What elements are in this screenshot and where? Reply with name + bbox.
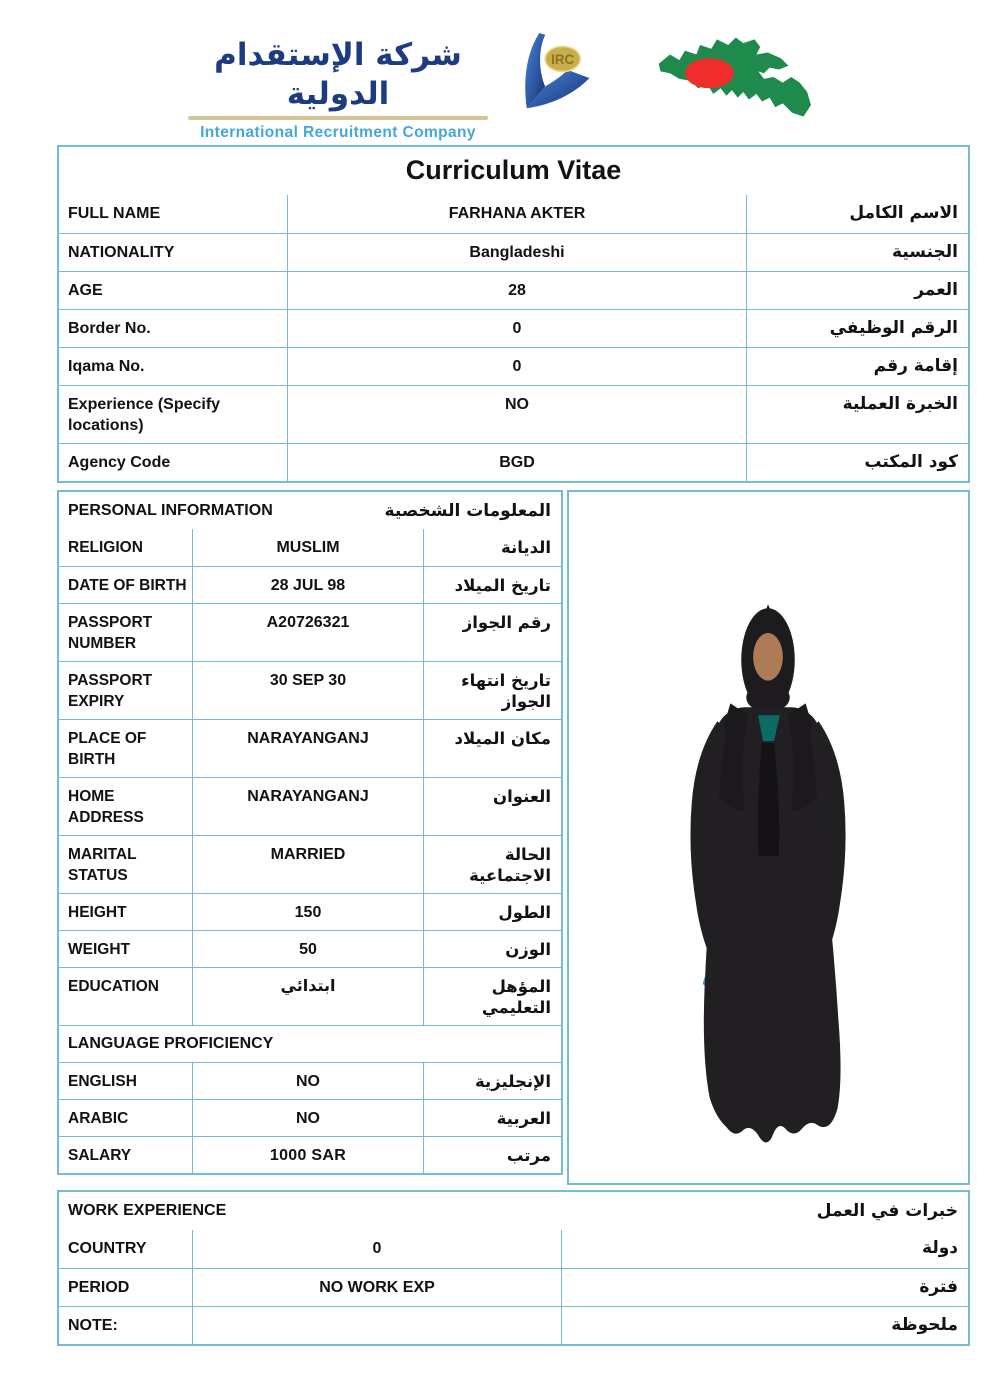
field-value: Bangladeshi bbox=[287, 234, 747, 271]
section-title-en: WORK EXPERIENCE bbox=[68, 1202, 227, 1219]
field-label-arabic: فترة bbox=[919, 1277, 958, 1297]
field-label: Experience (Specify locations) bbox=[68, 396, 221, 434]
table-row bbox=[59, 1062, 561, 1099]
table-row bbox=[59, 1268, 968, 1306]
field-label: MARITAL STATUS bbox=[68, 846, 137, 884]
field-label: NOTE: bbox=[68, 1317, 118, 1334]
personal-info-header bbox=[59, 492, 561, 529]
field-value: 1000 SAR bbox=[192, 1137, 424, 1173]
section-title-ar: المعلومات الشخصية bbox=[384, 500, 551, 521]
table-row bbox=[59, 893, 561, 930]
field-value: NO WORK EXP bbox=[192, 1269, 562, 1306]
table-row bbox=[59, 385, 968, 443]
field-value: BGD bbox=[287, 444, 747, 481]
field-label-arabic: الرقم الوظيفي bbox=[829, 318, 958, 338]
field-label-arabic: الطول bbox=[498, 903, 551, 922]
table-row bbox=[59, 566, 561, 603]
field-label-arabic: العربية bbox=[496, 1109, 551, 1128]
table-row bbox=[59, 1025, 561, 1062]
section-title-ar: خبرات في العمل bbox=[816, 1201, 958, 1221]
field-value: ابتدائي bbox=[192, 968, 424, 1025]
company-logo bbox=[186, 36, 490, 142]
field-value: NARAYANGANJ bbox=[192, 778, 424, 835]
field-value bbox=[192, 1307, 562, 1344]
field-value: 28 bbox=[287, 272, 747, 309]
field-value: MARRIED bbox=[192, 836, 424, 893]
work-experience-table bbox=[57, 1190, 970, 1346]
field-label: EDUCATION bbox=[68, 978, 159, 995]
field-value: NO bbox=[287, 386, 747, 443]
applicant-silhouette bbox=[569, 492, 968, 1183]
field-label-arabic: الجنسية bbox=[892, 242, 958, 262]
field-value: 30 SEP 30 bbox=[192, 662, 424, 719]
field-label: PASSPORT NUMBER bbox=[68, 614, 153, 652]
table-row bbox=[59, 719, 561, 777]
field-label: Border No. bbox=[68, 320, 151, 337]
field-label-arabic: رقم الجواز bbox=[462, 613, 551, 632]
field-value: 150 bbox=[192, 894, 424, 930]
table-row bbox=[59, 835, 561, 893]
table-row bbox=[59, 661, 561, 719]
table-row bbox=[59, 1306, 968, 1344]
field-value: 50 bbox=[192, 931, 424, 967]
field-label: PERIOD bbox=[68, 1279, 130, 1296]
field-label-arabic: دولة bbox=[922, 1238, 958, 1258]
field-label: WEIGHT bbox=[68, 941, 130, 958]
field-label: HOME ADDRESS bbox=[68, 788, 144, 826]
field-label: DATE OF BIRTH bbox=[68, 577, 187, 594]
field-label-arabic: الاسم الكامل bbox=[849, 203, 958, 223]
field-label-arabic: الإنجليزية bbox=[475, 1072, 551, 1091]
field-label-arabic: الديانة bbox=[501, 538, 551, 557]
personal-info-table bbox=[57, 490, 563, 1175]
page-title: Curriculum Vitae bbox=[405, 155, 622, 185]
irc-monogram: IRC bbox=[551, 51, 575, 67]
field-label-arabic: العمر bbox=[914, 280, 958, 300]
field-label: ENGLISH bbox=[68, 1073, 137, 1090]
field-value: FARHANA AKTER bbox=[287, 195, 747, 233]
field-label: ARABIC bbox=[68, 1110, 129, 1127]
field-label: HEIGHT bbox=[68, 904, 127, 921]
field-label: AGE bbox=[68, 282, 103, 299]
table-row bbox=[59, 347, 968, 385]
field-label: Agency Code bbox=[68, 454, 171, 471]
field-value: 0 bbox=[287, 348, 747, 385]
field-value: 0 bbox=[192, 1230, 562, 1268]
field-label-arabic: تاريخ انتهاء الجواز bbox=[461, 671, 551, 711]
bangladesh-map-icon bbox=[634, 30, 830, 124]
field-label: Iqama No. bbox=[68, 358, 145, 375]
irc-logo-icon bbox=[503, 28, 599, 120]
field-value: 0 bbox=[287, 310, 747, 347]
section-title-en: PERSONAL INFORMATION bbox=[68, 501, 273, 519]
field-label: SALARY bbox=[68, 1147, 132, 1164]
field-value: 28 JUL 98 bbox=[192, 567, 424, 603]
field-label-arabic: إقامة رقم bbox=[873, 356, 958, 376]
table-row bbox=[59, 529, 561, 566]
company-name-english: International Recruitment Company bbox=[200, 123, 476, 141]
field-label-arabic: الخبرة العملية bbox=[842, 394, 958, 414]
field-label: COUNTRY bbox=[68, 1240, 147, 1257]
cv-main-table bbox=[57, 145, 970, 483]
company-name-arabic: شركة الإستقدام الدولية bbox=[214, 37, 462, 112]
table-row bbox=[59, 443, 968, 481]
field-label: RELIGION bbox=[68, 539, 143, 556]
field-label-arabic: مرتب bbox=[506, 1146, 551, 1165]
logo-divider bbox=[188, 116, 488, 120]
table-row bbox=[59, 1230, 968, 1268]
table-row bbox=[59, 1136, 561, 1173]
table-row bbox=[59, 309, 968, 347]
field-label-arabic: كود المكتب bbox=[864, 452, 958, 472]
field-label-arabic: تاريخ الميلاد bbox=[454, 576, 551, 595]
field-label-arabic: الوزن bbox=[505, 940, 551, 959]
field-value: NARAYANGANJ bbox=[192, 720, 424, 777]
field-value: NO bbox=[192, 1063, 424, 1099]
field-label-arabic: مكان الميلاد bbox=[454, 729, 551, 748]
field-value: NO bbox=[192, 1100, 424, 1136]
field-label: PASSPORT EXPIRY bbox=[68, 672, 153, 710]
table-row bbox=[59, 930, 561, 967]
field-label-arabic: المؤهل التعليمي bbox=[481, 977, 551, 1017]
table-row bbox=[59, 603, 561, 661]
field-value: A20726321 bbox=[192, 604, 424, 661]
work-experience-header bbox=[59, 1192, 968, 1230]
applicant-photo bbox=[567, 490, 970, 1185]
field-label: FULL NAME bbox=[68, 205, 161, 222]
table-row bbox=[59, 967, 561, 1025]
table-row bbox=[59, 1099, 561, 1136]
table-row bbox=[59, 233, 968, 271]
field-label-arabic: ملحوظة bbox=[891, 1315, 958, 1335]
section-subheader: LANGUAGE PROFICIENCY bbox=[68, 1035, 274, 1052]
table-row bbox=[59, 195, 968, 233]
field-label: PLACE OF BIRTH bbox=[68, 730, 147, 768]
field-label-arabic: العنوان bbox=[493, 787, 551, 806]
field-label: NATIONALITY bbox=[68, 244, 175, 261]
table-row bbox=[59, 271, 968, 309]
field-value: MUSLIM bbox=[192, 529, 424, 566]
field-label-arabic: الحالة الاجتماعية bbox=[469, 845, 551, 885]
table-row bbox=[59, 777, 561, 835]
